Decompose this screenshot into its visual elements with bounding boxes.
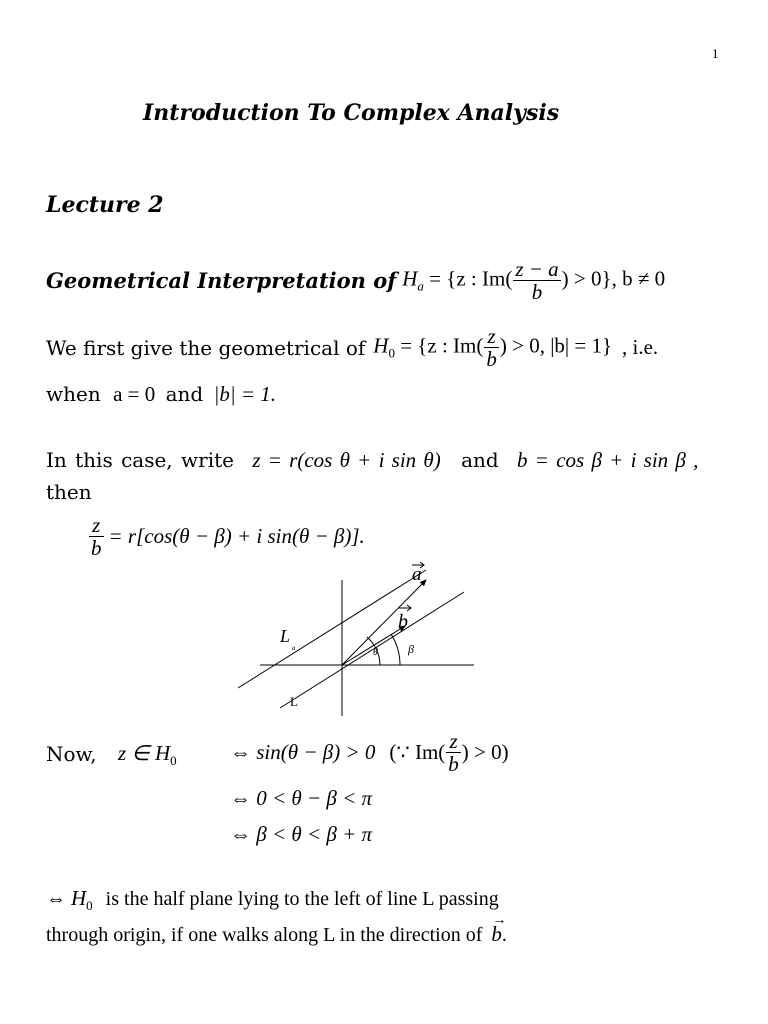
paragraph-2: when a = 0 and |b| = 1. — [46, 382, 277, 406]
derivation-line-1: ⇔ sin(θ − β) > 0 (∵ Im( $\frac{z}{b}$ ) > 0) — [230, 729, 509, 777]
lecture-heading: Lecture 2 — [46, 192, 164, 218]
line-L — [280, 592, 464, 708]
section-heading — [46, 258, 665, 303]
section-formula: $H_a = \{z$ : Im( $\frac{z - a}{b}$ ) > 0}, b ≠ 0 — [402, 257, 666, 305]
derivation-line-3: ⇔ β < θ < β + π — [230, 822, 373, 846]
paragraph-1: We first give the geometrical of $H_0 = \{z$ : Im( $\frac{z}{b}$ ) > 0, |b| = 1} , i.e. — [46, 324, 659, 372]
label-La-sub: a — [292, 644, 296, 652]
main-equation: $\frac{z}{b}$ = r[cos(θ − β) + i sin(θ − β)]. — [91, 513, 365, 561]
label-L: L — [290, 694, 298, 709]
vector-b — [342, 626, 405, 665]
beta-arc — [391, 634, 400, 665]
section-fraction: $\frac{z - a}{b}$ — [515, 257, 559, 305]
vector-b-inline: b → — [491, 913, 507, 946]
conclusion-line-2: through origin, if one walks along L in the direction of b → . — [46, 913, 507, 946]
now-label: Now, — [46, 742, 97, 766]
conclusion-line-1: ⇔ $H_0$ is the half plane lying to the left of line L passing — [46, 886, 499, 913]
paragraph-3-then: then — [46, 480, 92, 504]
geometry-diagram — [230, 558, 490, 723]
label-a: a — [412, 564, 422, 585]
label-beta: β — [408, 642, 414, 656]
label-theta: θ — [373, 647, 378, 658]
now-condition: z ∈ $H_0$ — [118, 741, 177, 769]
page-number: 1 — [712, 46, 719, 61]
vector-arrow-icon: → — [492, 913, 507, 928]
label-La: L — [280, 626, 291, 646]
paragraph-3: In this case, write z = r(cos θ + i sin θ) and b = cos β + i sin β , — [46, 448, 699, 472]
derivation-line-2: ⇔ 0 < θ − β < π — [230, 786, 373, 810]
section-label: Geometrical Interpretation of — [46, 268, 397, 294]
page-title: Introduction To Complex Analysis — [143, 100, 560, 126]
label-b: b — [398, 611, 408, 633]
h0-definition: $H_0 = \{z$ : Im( $\frac{z}{b}$ ) > 0, |b| = 1} — [373, 324, 613, 372]
